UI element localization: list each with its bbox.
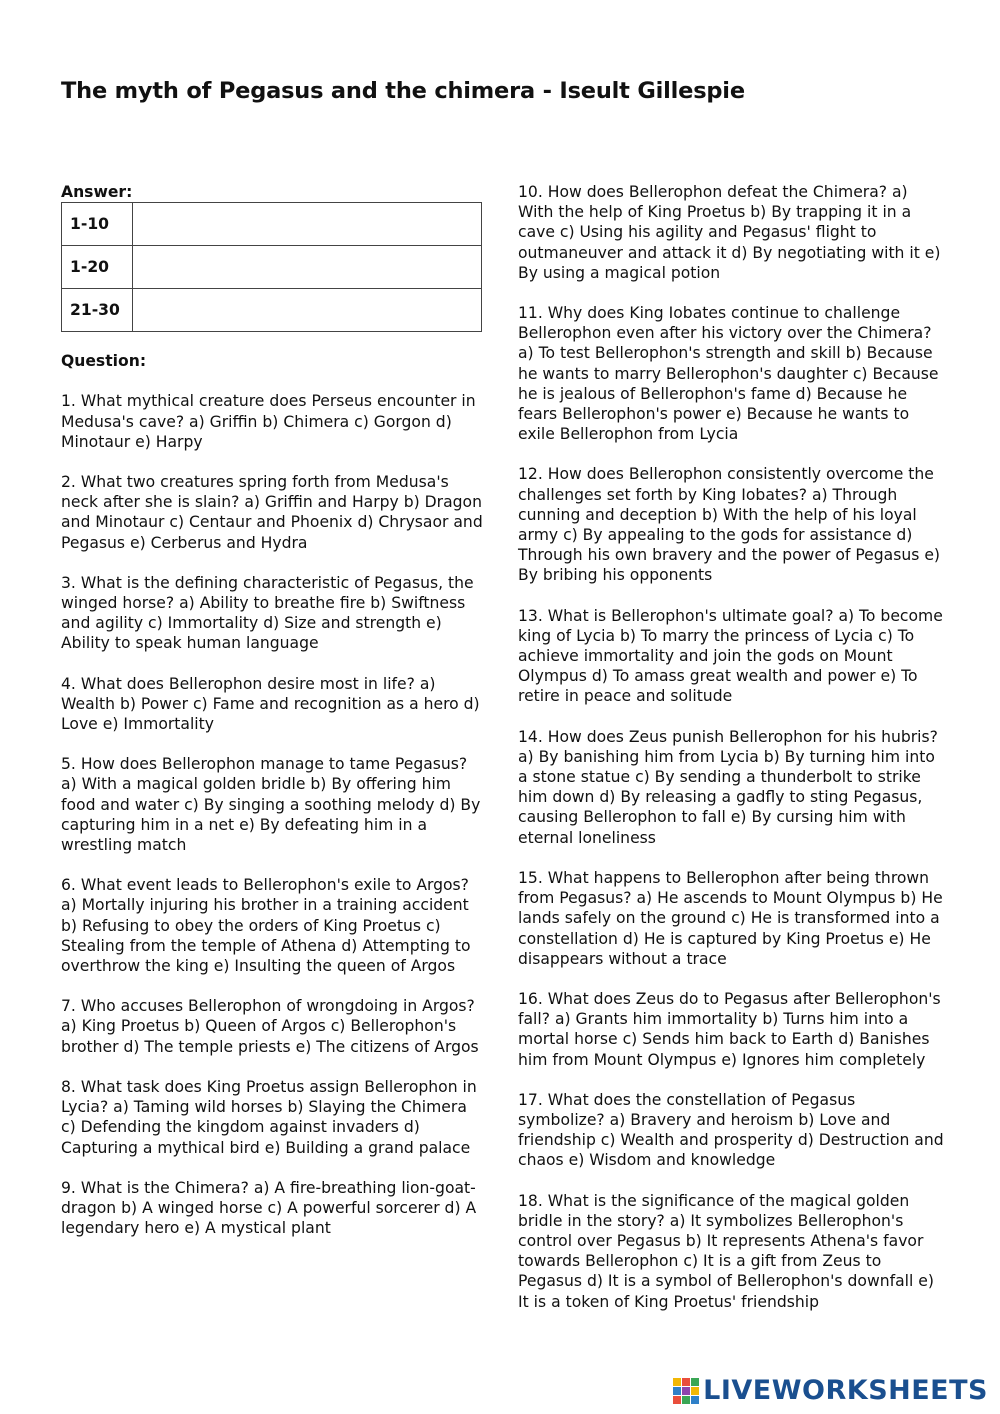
question-item: 6. What event leads to Bellerophon's exile to Argos? a) Mortally injuring his brother in a training accident b) Refusing to obey the orders of King Proetus c) Stealing from the temple of Athena d) Attempting to overthrow the king e) Insulting the queen of Argos [61,876,471,976]
question-item: 14. How does Zeus punish Bellerophon for his hubris? a) By banishing him from Lycia b) By turning him into a stone statue c) By sending a thunderbolt to strike him down d) By releasing a gadfly to sting Pegasus, causing Bellerophon to fall e) By cursing him with eternal loneliness [518,727,938,847]
question-label: Question: [61,352,147,371]
question-item: 17. What does the constellation of Pegasus symbolize? a) Bravery and heroism b) Love and friendship c) Wealth and prosperity d) Destruction and chaos e) Wisdom and knowledge [518,1090,944,1170]
question-item: 10. How does Bellerophon defeat the Chimera? a) With the help of King Proetus b) By trapping it in a cave c) Using his agility and Pegasus' flight to outmaneuver and attack it d) By negotiating with it e) By using a magical potion [518,183,941,282]
answer-input[interactable] [133,203,482,246]
question-item: 9. What is the Chimera? a) A fire-breathing lion-goat-dragon b) A winged horse c) A powerful sorcerer d) A legendary hero e) A mystical plant [61,1178,477,1238]
question-item: 15. What happens to Bellerophon after being thrown from Pegasus? a) He ascends to Mount Olympus b) He lands safely on the ground c) He is transformed into a constellation d) He is captured by King Proetus e) He disappears without a trace [518,868,943,968]
question-item: 3. What is the defining characteristic of Pegasus, the winged horse? a) Ability to breathe fire b) Swiftness and agility c) Immortality d) Size and strength e) Ability to speak human language [61,573,474,653]
answer-label: Answer: [61,183,133,201]
question-item: 7. Who accuses Bellerophon of wrongdoing in Argos? a) King Proetus b) Queen of Argos c) Bellerophon's brother d) The temple priests e) The citizens of Argos [61,997,479,1056]
left-column [61,182,486,1258]
answer-range: 1-10 [62,203,133,246]
brand-name[interactable]: LIVEWORKSHEETS [703,1375,988,1406]
question-item: 13. What is Bellerophon's ultimate goal? a) To become king of Lycia b) To marry the princess of Lycia c) To achieve immortality and join the gods on Mount Olympus d) To amass great wealth and power e) To retire in peace and solitude [518,606,943,706]
question-item: 18. What is the significance of the magical golden bridle in the story? a) It symbolizes Bellerophon's control over Pegasus b) It represents Athena's favor towards Bellerophon c) It is a gift from Zeus to Pegasus d) It is a symbol of Bellerophon's downfall e) It is a token of King Proetus' friendship [518,1191,934,1311]
page-title: The myth of Pegasus and the chimera - Iseult Gillespie [61,78,745,104]
liveworksheets-logo-icon [673,1378,699,1404]
answer-input[interactable] [133,246,482,289]
question-item: 16. What does Zeus do to Pegasus after Bellerophon's fall? a) Grants him immortality b) Turns him into a mortal horse c) Sends him back to Earth d) Banishes him from Mount Olympus e) Ignores him completely [518,989,941,1069]
answer-row [62,289,482,332]
footer-branding [673,1375,988,1406]
answer-range: 21-30 [62,289,133,332]
question-item: 1. What mythical creature does Perseus encounter in Medusa's cave? a) Griffin b) Chimera c) Gorgon d) Minotaur e) Harpy [61,392,476,451]
question-item: 11. Why does King Iobates continue to challenge Bellerophon even after his victory over the Chimera? a) To test Bellerophon's strength and skill b) Because he wants to marry Bellerophon's daughter c) Because he is jealous of Bellerophon's fame d) Because he fears Bellerophon's power e) Because he wants to exile Bellerophon from Lycia [518,304,939,444]
question-item: 2. What two creatures spring forth from Medusa's neck after she is slain? a) Griffin and Harpy b) Dragon and Minotaur c) Centaur and Phoenix d) Chrysaor and Pegasus e) Cerberus and Hydra [61,473,483,552]
right-column [518,182,946,1332]
answer-row [62,203,482,246]
answer-input[interactable] [133,289,482,332]
answer-table [61,202,482,332]
question-item: 12. How does Bellerophon consistently overcome the challenges set forth by King Iobates? a) Through cunning and deception b) With the help of his loyal army c) By appealing to the gods for assistance d) Through his own bravery and the power of Pegasus e) By bribing his opponents [518,465,940,585]
answer-range: 1-20 [62,246,133,289]
answer-row [62,246,482,289]
question-item: 5. How does Bellerophon manage to tame Pegasus? a) With a magical golden bridle b) By offering him food and water c) By singing a soothing melody d) By capturing him in a net e) By defeating him in a wrestling match [61,755,481,855]
question-item: 4. What does Bellerophon desire most in life? a) Wealth b) Power c) Fame and recognition as a hero d) Love e) Immortality [61,674,480,734]
question-item: 8. What task does King Proetus assign Bellerophon in Lycia? a) Taming wild horses b) Slaying the Chimera c) Defending the kingdom against invaders d) Capturing a mythical bird e) Building a grand palace [61,1077,477,1157]
